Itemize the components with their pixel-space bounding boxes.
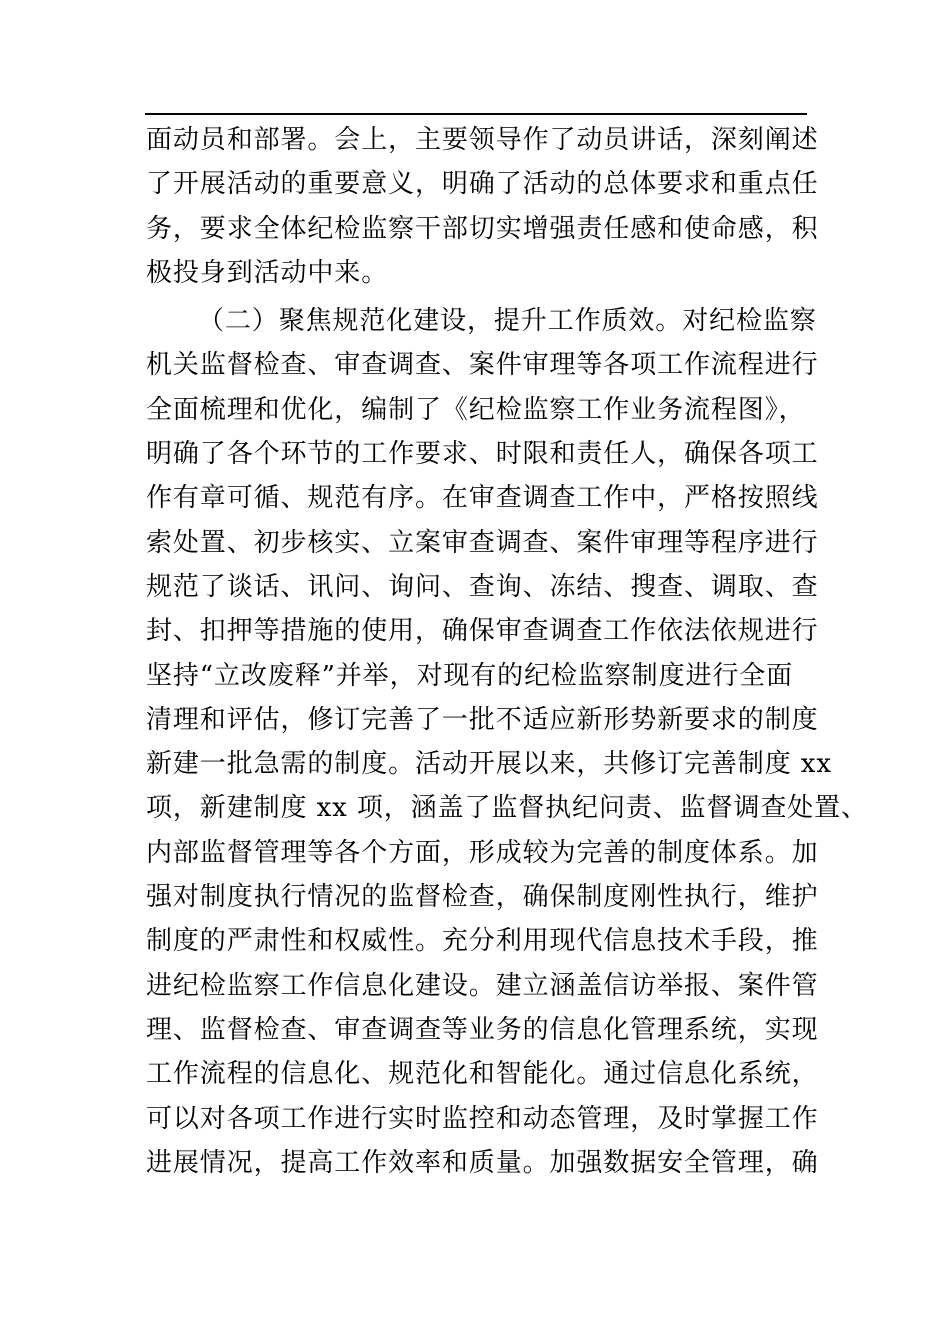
text-line: 进纪检监察工作信息化建设。建立涵盖信访举报、案件管 (146, 970, 819, 1001)
text-line: 作有章可循、规范有序。在审查调查工作中，严格按照线 (146, 483, 819, 514)
text-line: 进展情况，提高工作效率和质量。加强数据安全管理，确 (146, 1147, 819, 1178)
section-heading-line: （二）聚焦规范化建设，提升工作质效。对纪检监察 (198, 306, 817, 337)
text-line: 清理和评估，修订完善了一批不适应新形势新要求的制度 (146, 704, 819, 735)
text-line: 规范了谈话、讯问、询问、查询、冻结、搜查、调取、查 (146, 571, 819, 602)
header-rule (145, 113, 807, 115)
text-line: 了开展活动的重要意义，明确了活动的总体要求和重点任 (146, 169, 819, 200)
text-line: 坚持“立改废释”并举，对现有的纪检监察制度进行全面 (146, 660, 794, 691)
text-line: 制度的严肃性和权威性。充分利用现代信息技术手段，推 (146, 926, 819, 957)
text-line: 索处置、初步核实、立案审查调查、案件审理等程序进行 (146, 527, 819, 558)
body-text (146, 118, 868, 1185)
text-line: 新建一批急需的制度。活动开展以来，共修订完善制度 xx (146, 749, 832, 780)
text-line: 务，要求全体纪检监察干部切实增强责任感和使命感，积 (146, 213, 819, 244)
text-line: 面动员和部署。会上，主要领导作了动员讲话，深刻阐述 (146, 125, 819, 155)
text-line: 封、扣押等措施的使用，确保审查调查工作依法依规进行 (146, 616, 819, 647)
paragraph-1 (146, 118, 846, 295)
text-line: 全面梳理和优化，编制了《纪检监察工作业务流程图》， (146, 394, 806, 425)
text-line: 强对制度执行情况的监督检查，确保制度刚性执行，维护 (146, 882, 819, 913)
text-line: 机关监督检查、审查调查、案件审理等各项工作流程进行 (146, 350, 819, 381)
text-line: 明确了各个环节的工作要求、时限和责任人，确保各项工 (146, 439, 819, 470)
text-line: 理、监督检查、审查调查等业务的信息化管理系统，实现 (146, 1014, 819, 1045)
text-line: 可以对各项工作进行实时监控和动态管理，及时掌握工作 (146, 1103, 819, 1134)
text-line: 项，新建制度 xx 项，涵盖了监督执纪问责、监督调查处置、 (146, 793, 868, 824)
text-line: 极投身到活动中来。 (146, 257, 389, 288)
text-line: 内部监督管理等各个方面，形成较为完善的制度体系。加 (146, 837, 819, 868)
paragraph-2 (146, 299, 868, 1185)
text-line: 工作流程的信息化、规范化和智能化。通过信息化系统， (146, 1059, 819, 1090)
